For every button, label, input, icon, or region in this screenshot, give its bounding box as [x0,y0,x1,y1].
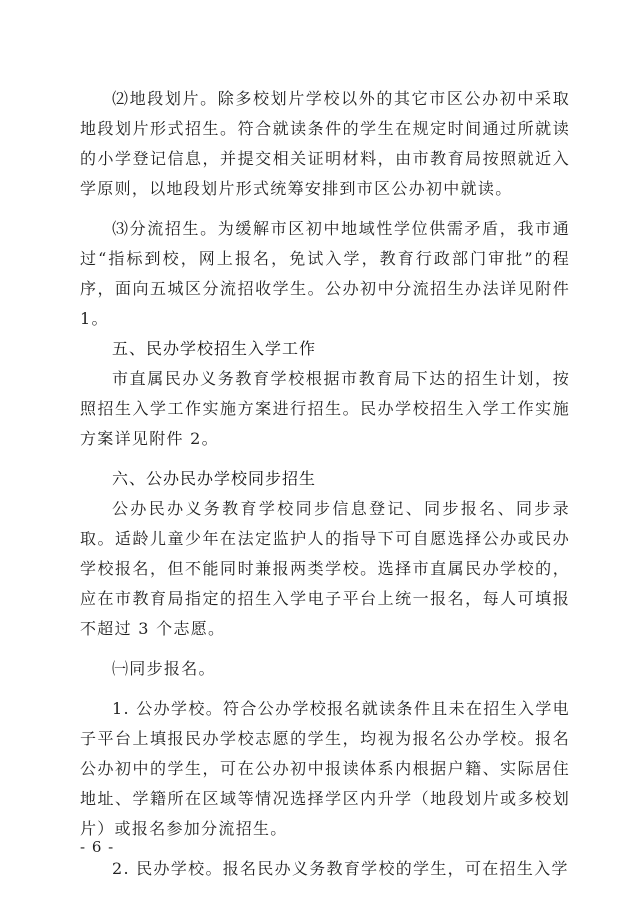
section-heading-six: 六、公办民办学校同步招生 [112,469,317,488]
paragraph-synchronized-enrollment: 公办民办义务教育学校同步信息登记、同步报名、同步录取。适龄儿童少年在法定监护人的指导下可自愿选择公办或民办学校报名，但不能同时兼报两类学校。选择市直属民办学校的，应在市教育局指定的招生入学电子平台上统一报名，每人可填报不超过 3 个志愿。 [80,499,570,638]
subheading-synchronized-registration: ㈠同步报名。 [112,659,216,678]
paragraph-district-zoning: ⑵地段划片。除多校划片学校以外的其它市区公办初中采取地段划片形式招生。符合就读条件的学生在规定时间通过所就读的小学登记信息，并提交相关证明材料，由市教育局按照就近入学原则，以地段划片形式统筹安排到市区公办初中就读。 [80,89,570,198]
paragraph-gap [80,644,570,654]
paragraph-public-schools: 1. 公办学校。符合公办学校报名就读条件且未在招生入学电子平台上填报民办学校志愿的学生，均视为报名公办学校。报名公办初中的学生，可在公办初中报读体系内根据户籍、实际居住地址、学籍所在区域等情况选择学区内升学（地段划片或多校划片）或报名参加分流招生。 [80,699,570,838]
page-number: - 6 - [80,838,115,856]
paragraph-private-school-enrollment: 市直属民办义务教育学校根据市教育局下达的招生计划，按照招生入学工作实施方案进行招生。民办学校招生入学工作实施方案详见附件 2。 [80,369,570,448]
paragraph-private-schools: 2. 民办学校。报名民办义务教育学校的学生，可在招生入学 [112,859,569,878]
paragraph-gap [80,844,570,854]
paragraph-gap [80,684,570,694]
paragraph-diversion-enrollment: ⑶分流招生。为缓解市区初中地域性学位供需矛盾，我市通过“指标到校，网上报名，免试入学，教育行政部门审批”的程序，面向五城区分流招收学生。公办初中分流招生办法详见附件 1。 [80,219,570,328]
paragraph-gap [80,454,570,464]
paragraph-gap [80,204,570,214]
section-heading-five: 五、民办学校招生入学工作 [112,339,317,358]
document-body [80,84,570,884]
